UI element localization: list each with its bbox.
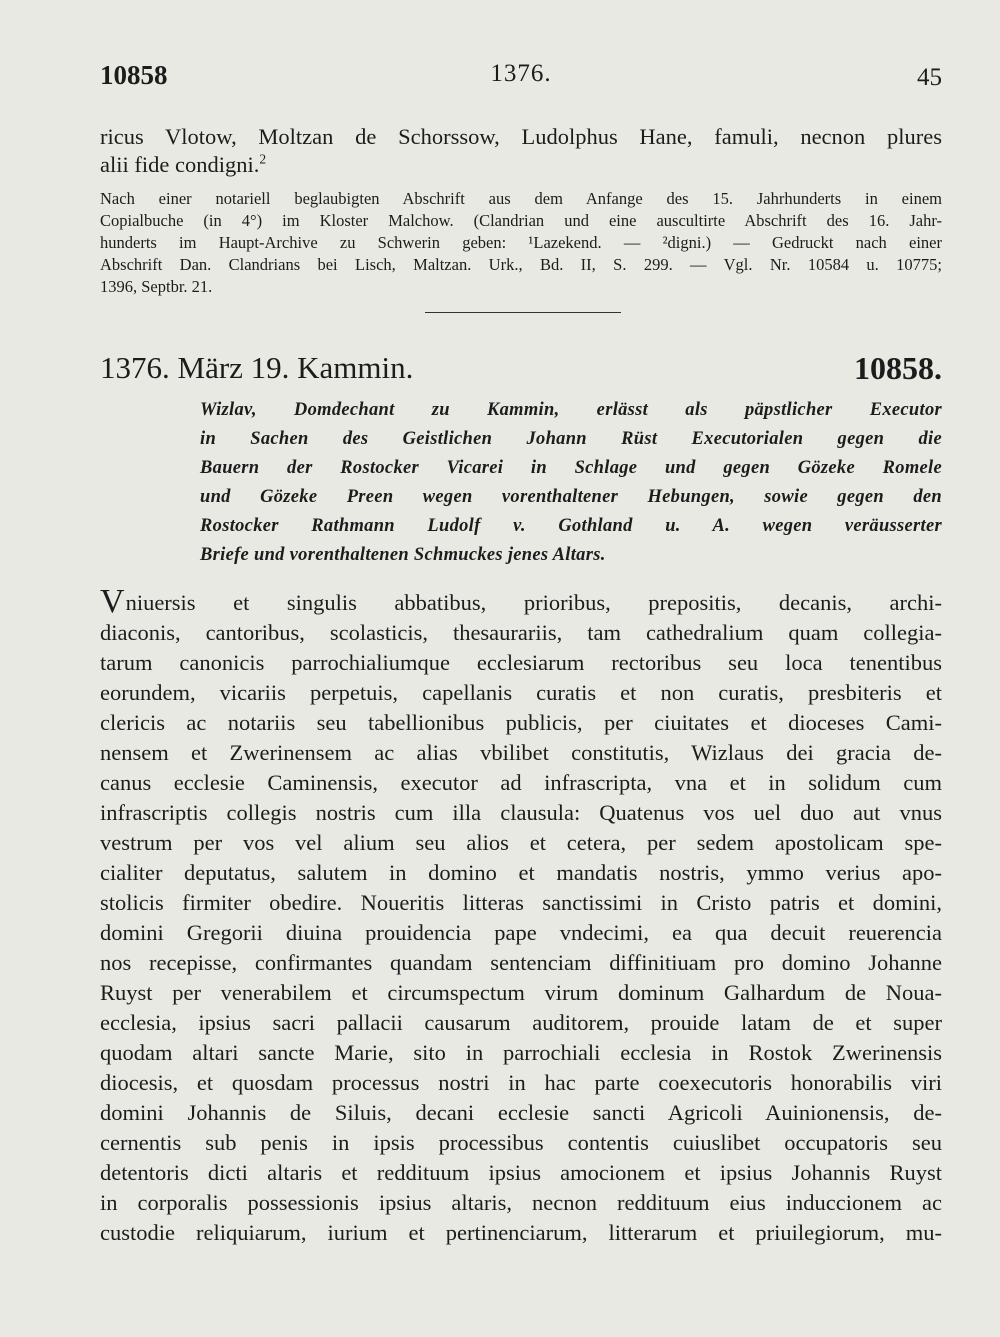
text-line: nensem et Zwerinensem ac alias vbilibet constitutis, Wizlaus dei gracia de- bbox=[100, 740, 942, 765]
text-line: nos recepisse, confirmantes quandam sentenciam diffinitiuam pro domino Johanne bbox=[100, 950, 942, 975]
text-line: diaconis, cantoribus, scolasticis, thesaurariis, tam cathedralium quam collegia- bbox=[100, 620, 942, 645]
text-line: infrascriptis collegis nostris cum illa clausula: Quatenus vos uel duo aut vnus bbox=[100, 800, 942, 825]
text-line: ecclesia, ipsius sacri pallacii causarum auditorem, prouide latam de et super bbox=[100, 1010, 942, 1035]
text-line: in corporalis possessionis ipsius altaris, necnon reddituum eius induccionem ac bbox=[100, 1190, 942, 1215]
running-head bbox=[100, 60, 942, 100]
summary-line: Briefe und vorenthaltenen Schmuckes jenes Altars. bbox=[200, 545, 606, 565]
text-line: quodam altari sancte Marie, sito in parrochiali ecclesia in Rostok Zwerinensis bbox=[100, 1040, 942, 1065]
summary-line: und Gözeke Preen wegen vorenthaltener Hebungen, sowie gegen den bbox=[200, 487, 942, 507]
note-line: Abschrift Dan. Clandrians bei Lisch, Maltzan. Urk., Bd. II, S. 299. — Vgl. Nr. 10584 u. 10775; bbox=[100, 255, 942, 274]
document-number: 10858. bbox=[854, 350, 942, 386]
summary-line: Bauern der Rostocker Vicarei in Schlage und gegen Gözeke Romele bbox=[200, 458, 942, 478]
text-line: cernentis sub penis in ipsis processibus contentis cuiuslibet occupatoris seu bbox=[100, 1130, 942, 1155]
summary-line: in Sachen des Geistlichen Johann Rüst Executorialen gegen die bbox=[200, 429, 942, 449]
note-line: 1396, Septbr. 21. bbox=[100, 277, 213, 296]
text-line: custodie reliquiarum, iurium et pertinenciarum, litterarum et priuilegiorum, mu- bbox=[100, 1220, 942, 1245]
text-line-content: alii fide condigni. bbox=[100, 152, 260, 177]
text-line: ricus Vlotow, Moltzan de Schorssow, Ludolphus Hane, famuli, necnon plures bbox=[100, 124, 942, 149]
summary-line: Wizlav, Domdechant zu Kammin, erlässt als päpstlicher Executor bbox=[200, 400, 942, 420]
footnote-marker: 2 bbox=[259, 151, 267, 167]
text-line: eorundem, vicariis perpetuis, capellanis curatis et non curatis, presbiteris et bbox=[100, 680, 942, 705]
text-line: canus ecclesie Caminensis, executor ad infrascripta, vna et in solidum cum bbox=[100, 770, 942, 795]
text-line: tarum canonicis parrochialiumque ecclesiarum rectoribus seu loca tenentibus bbox=[100, 650, 942, 675]
text-line: domini Gregorii diuina prouidencia pape vndecimi, ea qua decuit reuerencia bbox=[100, 920, 942, 945]
note-line: hunderts im Haupt-Archive zu Schwerin geben: ¹Lazekend. — ²digni.) — Gedruckt nach einer bbox=[100, 233, 942, 252]
text-line: stolicis firmiter obedire. Noueritis litteras sanctissimi in Cristo patris et domini, bbox=[100, 890, 942, 915]
text-line: clericis ac notariis seu tabellionibus publicis, per ciuitates et dioceses Cami- bbox=[100, 710, 942, 735]
summary-line: Rostocker Rathmann Ludolf v. Gothland u. A. wegen veräusserter bbox=[200, 516, 942, 536]
text-line-content: niuersis et singulis abbatibus, prioribus, prepositis, decanis, archi- bbox=[125, 590, 942, 615]
running-head-document-number: 10858 bbox=[100, 60, 168, 90]
text-line bbox=[100, 583, 942, 620]
document-header bbox=[100, 350, 942, 400]
page-number: 45 bbox=[917, 64, 942, 91]
text-line: diocesis, et quosdam processus nostri in hac parte coexecutoris honorabilis viri bbox=[100, 1070, 942, 1095]
text-line bbox=[100, 152, 942, 178]
text-line: domini Johannis de Siluis, decani ecclesie sancti Agricoli Auinionensis, de- bbox=[100, 1100, 942, 1125]
drop-cap: V bbox=[100, 583, 125, 620]
running-head-year: 1376. bbox=[490, 60, 552, 87]
text-line: Ruyst per venerabilem et circumspectum virum dominum Galhardum de Noua- bbox=[100, 980, 942, 1005]
text-line: cialiter deputatus, salutem in domino et mandatis nostris, ymmo verius apo- bbox=[100, 860, 942, 885]
document-date-place: 1376. März 19. Kammin. bbox=[100, 350, 414, 385]
text-line: vestrum per vos vel alium seu alios et cetera, per sedem apostolicam spe- bbox=[100, 830, 942, 855]
section-divider bbox=[425, 312, 621, 313]
text-line: detentoris dicti altaris et reddituum ipsius amocionem et ipsius Johannis Ruyst bbox=[100, 1160, 942, 1185]
note-line: Copialbuche (in 4°) im Kloster Malchow. (Clandrian und eine auscultirte Abschrift des 16. Jahr- bbox=[100, 211, 942, 230]
note-line: Nach einer notariell beglaubigten Abschrift aus dem Anfange des 15. Jahrhunderts in einem bbox=[100, 189, 942, 208]
